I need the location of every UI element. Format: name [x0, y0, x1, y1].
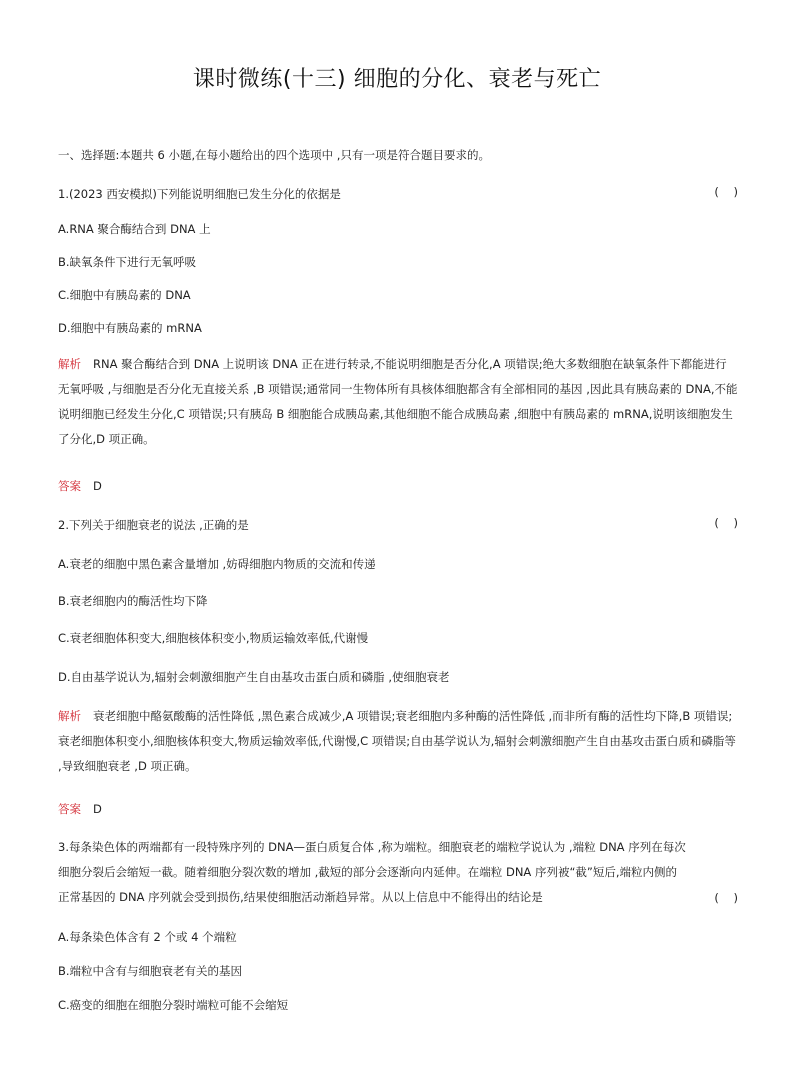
q1-answer-value: D	[93, 479, 102, 493]
analysis-label: 解析	[58, 709, 81, 723]
q3-option-a: A.每条染色体含有 2 个或 4 个端粒	[58, 930, 237, 944]
analysis-label: 解析	[58, 357, 81, 371]
question-1-stem: 1.(2023 西安模拟)下列能说明细胞已发生分化的依据是	[58, 187, 341, 201]
q2-option-b: B.衰老细胞内的酶活性均下降	[58, 594, 208, 608]
answer-label: 答案	[58, 802, 81, 816]
q1-analysis-text: RNA 聚合酶结合到 DNA 上说明该 DNA 正在进行转录,不能说明细胞是否分化,A 项错误;绝大多数细胞在缺氧条件下都能进行无氧呼吸 ,与细胞是否分化无直接关系 ,B 项错误;通常同一生物体所有具核体细胞都含有全部相同的基因 ,因此具有胰岛素的 DNA,不能说明细胞已经发生分化,C 项错误;只有胰岛 B 细胞能合成胰岛素,其他细胞不能合成胰岛素 ,细胞中有胰岛素的 mRNA,说明该细胞发生了分化,D 项正确。	[58, 357, 738, 446]
q1-option-d: D.细胞中有胰岛素的 mRNA	[58, 321, 202, 335]
q1-answer	[58, 477, 102, 495]
answer-bracket: ( )	[714, 185, 738, 199]
q2-answer-value: D	[93, 802, 102, 816]
answer-bracket: ( )	[714, 891, 738, 905]
q1-option-c: C.细胞中有胰岛素的 DNA	[58, 288, 191, 302]
page-title: 课时微练(十三) 细胞的分化、衰老与死亡	[192, 67, 602, 92]
q3-option-c: C.癌变的细胞在细胞分裂时端粒可能不会缩短	[58, 998, 289, 1012]
q3-option-b: B.端粒中含有与细胞衰老有关的基因	[58, 964, 243, 978]
question-3-stem: 3.每条染色体的两端都有一段特殊序列的 DNA—蛋白质复合体 ,称为端粒。细胞衰老的端粒学说认为 ,端粒 DNA 序列在每次细胞分裂后会缩短一截。随着细胞分裂次数的增加 ,截短的部分会逐渐向内延伸。在端粒 DNA 序列被“截”短后,端粒内侧的正常基因的 DNA 序列就会受到损伤,结果使细胞活动渐趋异常。从以上信息中不能得出的结论是	[58, 840, 686, 904]
answer-bracket: ( )	[714, 516, 738, 530]
q2-analysis-text: 衰老细胞中酪氨酸酶的活性降低 ,黑色素合成减少,A 项错误;衰老细胞内多种酶的活性降低 ,而非所有酶的活性均下降,B 项错误;衰老细胞体积变小,细胞核体积变大,物质运输效率低,代谢慢,C 项错误;自由基学说认为,辐射会刺激细胞产生自由基攻击蛋白质和磷脂等 ,导致细胞衰老 ,D 项正确。	[58, 709, 736, 773]
q2-option-d: D.自由基学说认为,辐射会刺激细胞产生自由基攻击蛋白质和磷脂 ,使细胞衰老	[58, 670, 450, 684]
question-2-stem: 2.下列关于细胞衰老的说法 ,正确的是	[58, 518, 249, 532]
answer-label: 答案	[58, 479, 81, 493]
q2-answer	[58, 800, 102, 818]
q2-analysis	[58, 704, 738, 779]
section-header: 一、选择题:本题共 6 小题,在每小题给出的四个选项中 ,只有一项是符合题目要求的。	[58, 148, 490, 162]
q2-option-c: C.衰老细胞体积变大,细胞核体积变小,物质运输效率低,代谢慢	[58, 631, 369, 645]
q1-option-a: A.RNA 聚合酶结合到 DNA 上	[58, 222, 211, 236]
q2-option-a: A.衰老的细胞中黑色素含量增加 ,妨碍细胞内物质的交流和传递	[58, 557, 376, 571]
q1-analysis	[58, 352, 738, 452]
q1-option-b: B.缺氧条件下进行无氧呼吸	[58, 255, 197, 269]
